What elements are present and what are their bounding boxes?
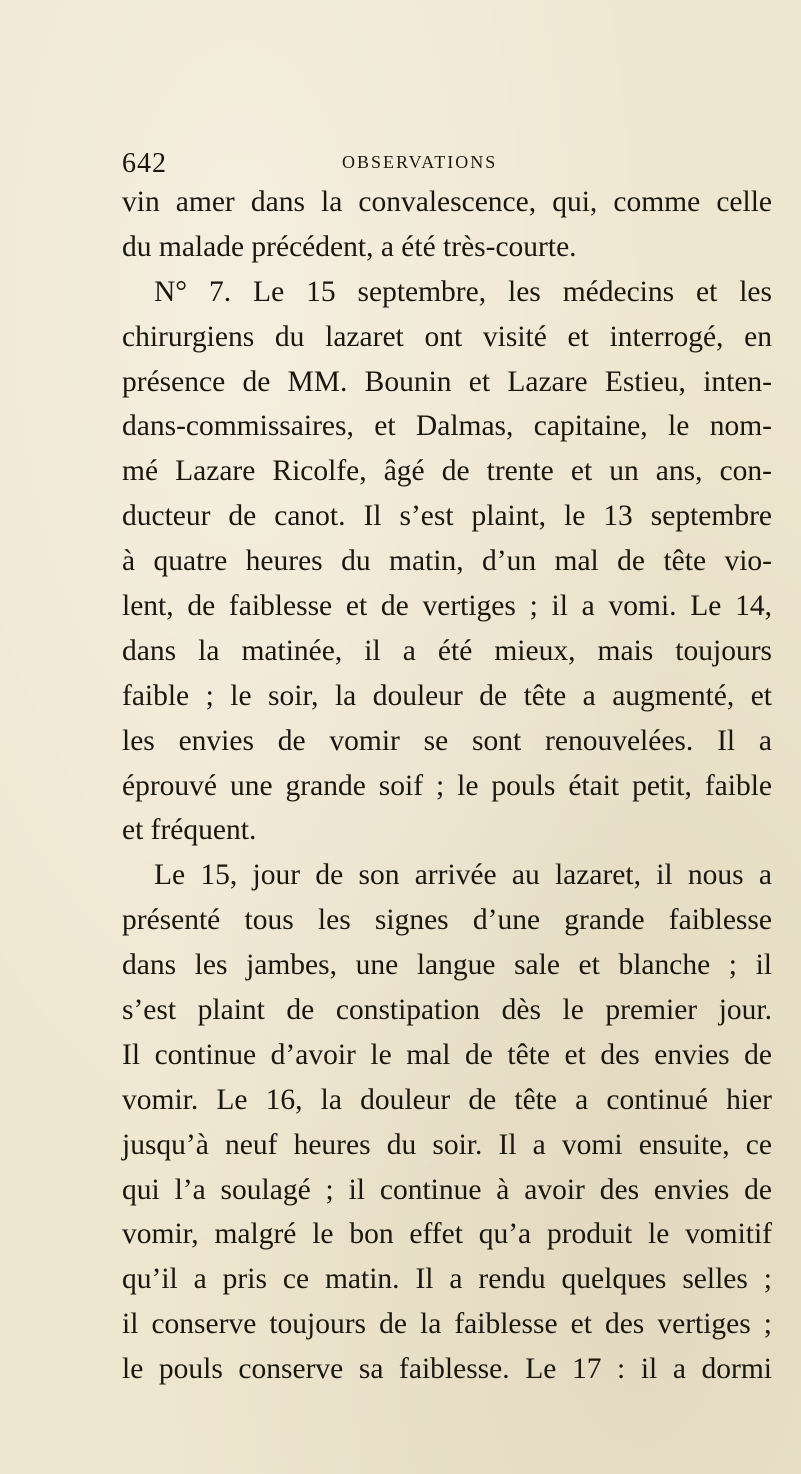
text-line: vomir, malgré le bon effet qu’a produit le vomitif [122, 1218, 772, 1251]
text-line: N° 7. Le 15 septembre, les médecins et les [154, 275, 772, 308]
text-line: faible ; le soir, la douleur de tête a augmenté, et [122, 679, 772, 712]
text-line: et fréquent. [122, 814, 257, 847]
text-line: chirurgiens du lazaret ont visité et interrogé, en [122, 320, 772, 353]
running-head [122, 148, 682, 178]
text-line: du malade précédent, a été très-courte. [122, 230, 577, 263]
text-line: vin amer dans la convalescence, qui, comme celle [122, 186, 772, 218]
text-line: dans les jambes, une langue sale et blanche ; il [122, 949, 772, 982]
text-line: jusqu’à neuf heures du soir. Il a vomi ensuite, ce [122, 1128, 772, 1161]
text-line: présence de MM. Bounin et Lazare Estieu, inten- [122, 365, 772, 398]
text-line: ducteur de canot. Il s’est plaint, le 13 septembre [122, 500, 772, 533]
text-line: mé Lazare Ricolfe, âgé de trente et un ans, con- [122, 455, 772, 488]
text-line: éprouvé une grande soif ; le pouls était petit, faible [122, 769, 772, 802]
page-number: 642 [122, 148, 167, 179]
text-line: qui l’a soulagé ; il continue à avoir des envies de [122, 1173, 772, 1206]
body-text [122, 180, 772, 1392]
running-title: OBSERVATIONS [342, 152, 498, 172]
text-line: qu’il a pris ce matin. Il a rendu quelques selles ; [122, 1263, 772, 1296]
text-line: dans-commissaires, et Dalmas, capitaine, le nom- [122, 410, 772, 443]
text-line: il conserve toujours de la faiblesse et des vertiges ; [122, 1308, 772, 1341]
text-line: à quatre heures du matin, d’un mal de tête vio- [122, 545, 772, 578]
text-line: le pouls conserve sa faiblesse. Le 17 : il a dormi [122, 1353, 772, 1386]
text-line: Il continue d’avoir le mal de tête et des envies de [122, 1038, 772, 1071]
text-line: les envies de vomir se sont renouvelées. Il a [122, 724, 772, 757]
text-line: Le 15, jour de son arrivée au lazaret, il nous a [154, 859, 772, 892]
text-line: s’est plaint de constipation dès le premier jour. [122, 994, 772, 1027]
text-line: présenté tous les signes d’une grande faiblesse [122, 904, 772, 937]
text-line: vomir. Le 16, la douleur de tête a continué hier [122, 1083, 772, 1116]
text-line: dans la matinée, il a été mieux, mais toujours [122, 634, 772, 667]
text-line: lent, de faiblesse et de vertiges ; il a vomi. Le 14, [122, 590, 772, 623]
